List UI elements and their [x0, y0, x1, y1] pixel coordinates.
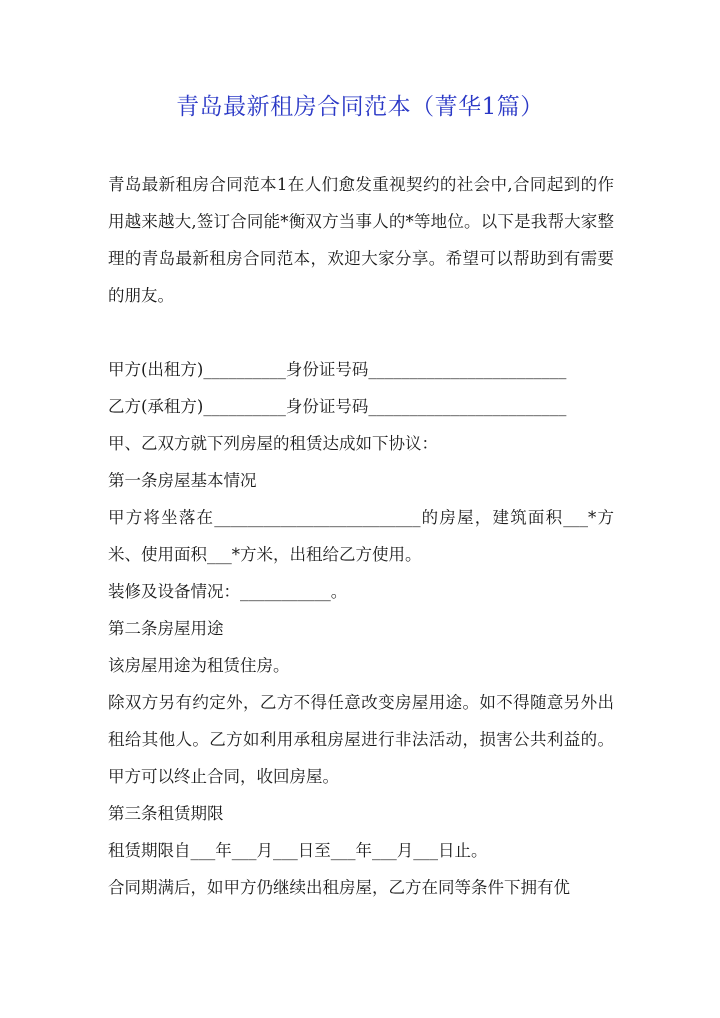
- article-2-heading: 第二条房屋用途: [108, 619, 224, 638]
- article-3-renewal: 合同期满后，如甲方仍继续出租房屋，乙方在同等条件下拥有优: [108, 878, 570, 897]
- intro-paragraph: 青岛最新租房合同范本1在人们愈发重视契约的社会中,合同起到的作用越来越大,签订合同能*衡双方当事人的*等地位。以下是我帮大家整理的青岛最新租房合同范本，欢迎大家分享。希望可以帮助到有需要的朋友。: [108, 175, 614, 305]
- document-body: [108, 166, 614, 906]
- document-title: 青岛最新租房合同范本（菁华1篇）: [176, 94, 544, 120]
- article-2-usage: 该房屋用途为租赁住房。: [108, 656, 290, 675]
- party-a-line: 甲方(出租方)__________身份证号码________________________: [108, 360, 567, 379]
- agreement-statement: 甲、乙双方就下列房屋的租赁达成如下协议：: [108, 434, 438, 453]
- article-1-heading: 第一条房屋基本情况: [108, 471, 257, 490]
- article-2-restrictions: 除双方另有约定外，乙方不得任意改变房屋用途。如不得随意另外出租给其他人。乙方如利用承租房屋进行非法活动，损害公共利益的。甲方可以终止合同，收回房屋。: [108, 693, 614, 786]
- party-b-line: 乙方(承租方)__________身份证号码________________________: [108, 397, 567, 416]
- article-1-location: 甲方将坐落在_________________________的房屋，建筑面积___*方米、使用面积___*方米，出租给乙方使用。: [108, 508, 614, 564]
- article-3-term: 租赁期限自___年___月___日至___年___月___日止。: [108, 841, 488, 860]
- article-1-equipment: 装修及设备情况：___________。: [108, 582, 348, 601]
- article-3-heading: 第三条租赁期限: [108, 804, 224, 823]
